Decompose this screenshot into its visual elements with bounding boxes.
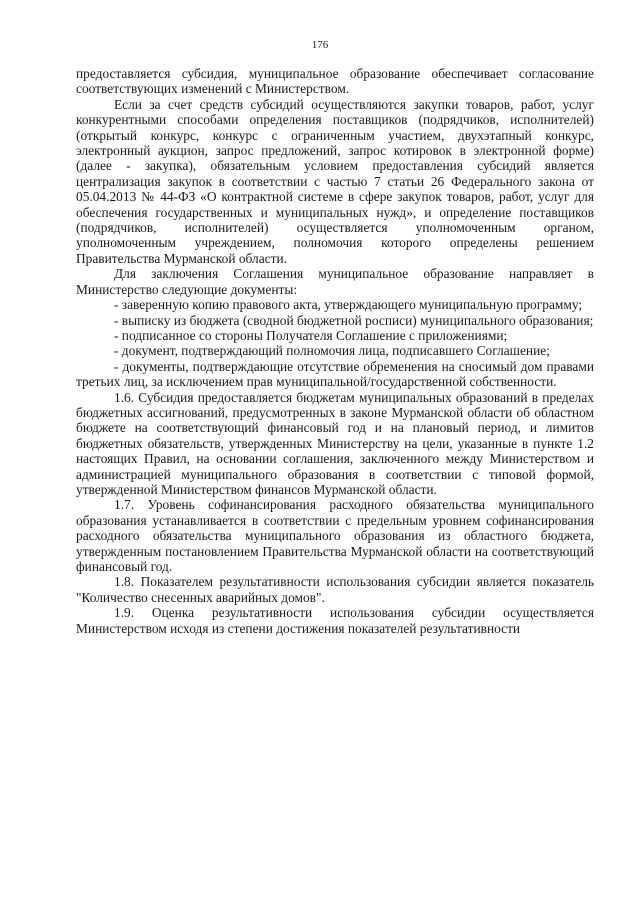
- page-number: 176: [311, 39, 329, 51]
- clause-1-9: 1.9. Оценка результативности использования субсидии осуществляется Министерством исходя из степени достижения показателей результативности: [76, 605, 594, 636]
- paragraph-1: предоставляется субсидия, муниципальное образование обеспечивает согласование соответствующих изменений с Министерством.: [76, 66, 594, 97]
- document-body: [76, 66, 594, 636]
- list-item-5: - документы, подтверждающие отсутствие обременения на сносимый дом правами третьих лиц, за исключением прав муниципальной/государственной собственности.: [76, 358, 594, 390]
- clause-1-6: 1.6. Субсидия предоставляется бюджетам муниципальных образований в пределах бюджетных ассигнований, предусмотренных в законе Мурманской области об областном бюджете на соответствующий финансовый год и на плановый период, и лимитов бюджетных обязательств, утвержденных Министерству на цели, указанные в пункте 1.2 настоящих Правил, на основании соглашения, заключенного между Министерством и администрацией муниципального образования в соответствии с типовой формой, утвержденной Министерством финансов Мурманской области.: [76, 389, 594, 497]
- paragraph-3: Для заключения Соглашения муниципальное образование направляет в Министерство следующие документы:: [76, 266, 594, 297]
- list-item-2: - выписку из бюджета (сводной бюджетной росписи) муниципального образования;: [114, 312, 594, 328]
- list-item-3: - подписанное со стороны Получателя Соглашение с приложениями;: [114, 327, 508, 343]
- paragraph-2: Если за счет средств субсидий осуществляются закупки товаров, работ, услуг конкурентными способами определения поставщиков (подрядчиков, исполнителей) (открытый конкурс, конкурс с ограниченным участием, двухэтапный конкурс, электронный аукцион, запрос предложений, запрос котировок в электронной форме) (далее - закупка), обязательным условием предоставления субсидий является централизация закупок в соответствии с частью 7 статьи 26 Федерального закона от 05.04.2013 № 44-ФЗ «О контрактной системе в сфере закупок товаров, работ, услуг для обеспечения государственных и муниципальных нужд», и определение поставщиков (подрядчиков, исполнителей) осуществляется уполномоченным органом, уполномоченным учреждением, полномочия которого определены решением Правительства Мурманской области.: [76, 96, 594, 266]
- list-item-4: - документ, подтверждающий полномочия лица, подписавшего Соглашение;: [114, 343, 550, 359]
- clause-1-8: 1.8. Показателем результативности использования субсидии является показатель "Количество снесенных аварийных домов".: [76, 574, 594, 605]
- list-item-1: - заверенную копию правового акта, утверждающего муниципальную программу;: [114, 297, 583, 313]
- clause-1-7: 1.7. Уровень софинансирования расходного обязательства муниципального образования устанавливается в соответствии с предельным уровнем софинансирования расходного обязательства муниципального образования из областного бюджета, утвержденным постановлением Правительства Мурманской области на соответствующий финансовый год.: [76, 497, 594, 574]
